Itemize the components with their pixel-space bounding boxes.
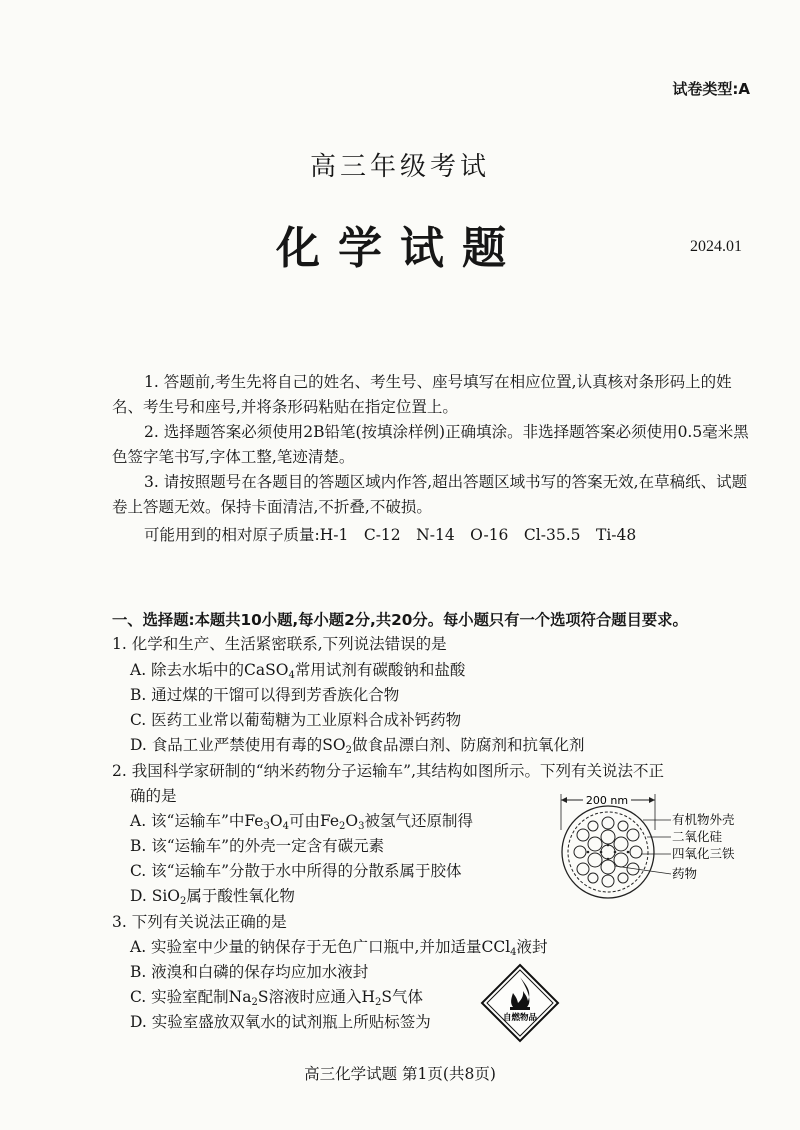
q3-option-c: C. 实验室配制$Na_2S$溶液时应通入$H_2S$气体 (130, 988, 423, 1008)
figure-scale-label: 200 nm (585, 794, 629, 807)
paper-type-label: 试卷类型:A (672, 80, 750, 98)
fe3o4-spheres (574, 817, 642, 887)
exam-level-title: 高三年级考试 (309, 152, 490, 182)
q1-option-a: A. 除去水垢中的CaSO$_4$常用试剂有碳酸钠和盐酸 (130, 661, 466, 681)
subject-title: 化学试题 (276, 223, 524, 274)
instruction-2: 2. 选择题答案必须使用2B铅笔(按填涂样例)正确填涂。非选择题答案必须使用0.5毫米黑色签字笔书写,字体工整,笔迹清楚。 (112, 423, 749, 466)
q2-option-b: B. 该“运输车”的外壳一定含有碳元素 (130, 837, 385, 855)
instructions-block (112, 370, 752, 548)
drug-dots (587, 844, 630, 861)
exam-date: 2024.01 (690, 238, 742, 255)
q3-option-b: B. 液溴和白磷的保存均应加水液封 (130, 963, 369, 981)
atomic-masses: 可能用到的相对原子质量:H-1 C-12 N-14 O-16 Cl-35.5 Ti-48 (144, 526, 637, 544)
q1-stem: 1. 化学和生产、生活紧密联系,下列说法错误的是 (112, 635, 447, 653)
q1-option-b: B. 通过煤的干馏可以得到芳香族化合物 (130, 686, 400, 704)
hazard-label-text: 自燃物品 (502, 1013, 538, 1023)
nanocarrier-figure (555, 790, 765, 900)
section-heading: 一、选择题:本题共10小题,每小题2分,共20分。每小题只有一个选项符合题目要求。 (112, 611, 688, 629)
q2-option-c: C. 该“运输车”分散于水中所得的分散系属于胶体 (130, 862, 462, 880)
figure-label-drug: 药物 (672, 866, 698, 881)
q3-option-d: D. 实验室盛放双氧水的试剂瓶上所贴标签为 (130, 1013, 431, 1031)
instruction-3: 3. 请按照题号在各题目的答题区域内作答,超出答题区域书写的答案无效,在草稿纸、试题卷上答题无效。保持卡面清洁,不折叠,不破损。 (112, 473, 748, 516)
q2-stem-line2: 确的是 (130, 787, 177, 805)
silica-ring (568, 812, 648, 892)
q2-stem-line1: 2. 我国科学家研制的“纳米药物分子运输车”,其结构如图所示。下列有关说法不正 (112, 762, 664, 780)
q3-stem: 3. 下列有关说法正确的是 (112, 913, 287, 931)
organic-shell-ring (562, 806, 654, 898)
figure-label-shell: 有机物外壳 (672, 812, 735, 827)
hazard-label-sign (480, 963, 560, 1043)
page-footer: 高三化学试题 第1页(共8页) (304, 1065, 496, 1083)
q2-option-d: D. SiO$_2$属于酸性氧化物 (130, 887, 295, 907)
instruction-1: 1. 答题前,考生先将自己的姓名、考生号、座号填写在相应位置,认真核对条形码上的姓名、考生号和座号,并将条形码粘贴在指定位置上。 (112, 373, 732, 416)
q1-option-d: D. 食品工业严禁使用有毒的$SO_2$做食品漂白剂、防腐剂和抗氧化剂 (130, 736, 585, 756)
figure-label-silica: 二氧化硅 (672, 829, 723, 844)
q1-option-c: C. 医药工业常以葡萄糖为工业原料合成补钙药物 (130, 711, 462, 729)
q2-option-a: A. 该“运输车”中$Fe_3O_4$可由$Fe_2O_3$被氢气还原制得 (130, 812, 474, 832)
q3-option-a: A. 实验室中少量的钠保存于无色广口瓶中,并加适量CCl$_4$液封 (130, 938, 548, 958)
figure-label-fe3o4: 四氧化三铁 (672, 846, 735, 861)
